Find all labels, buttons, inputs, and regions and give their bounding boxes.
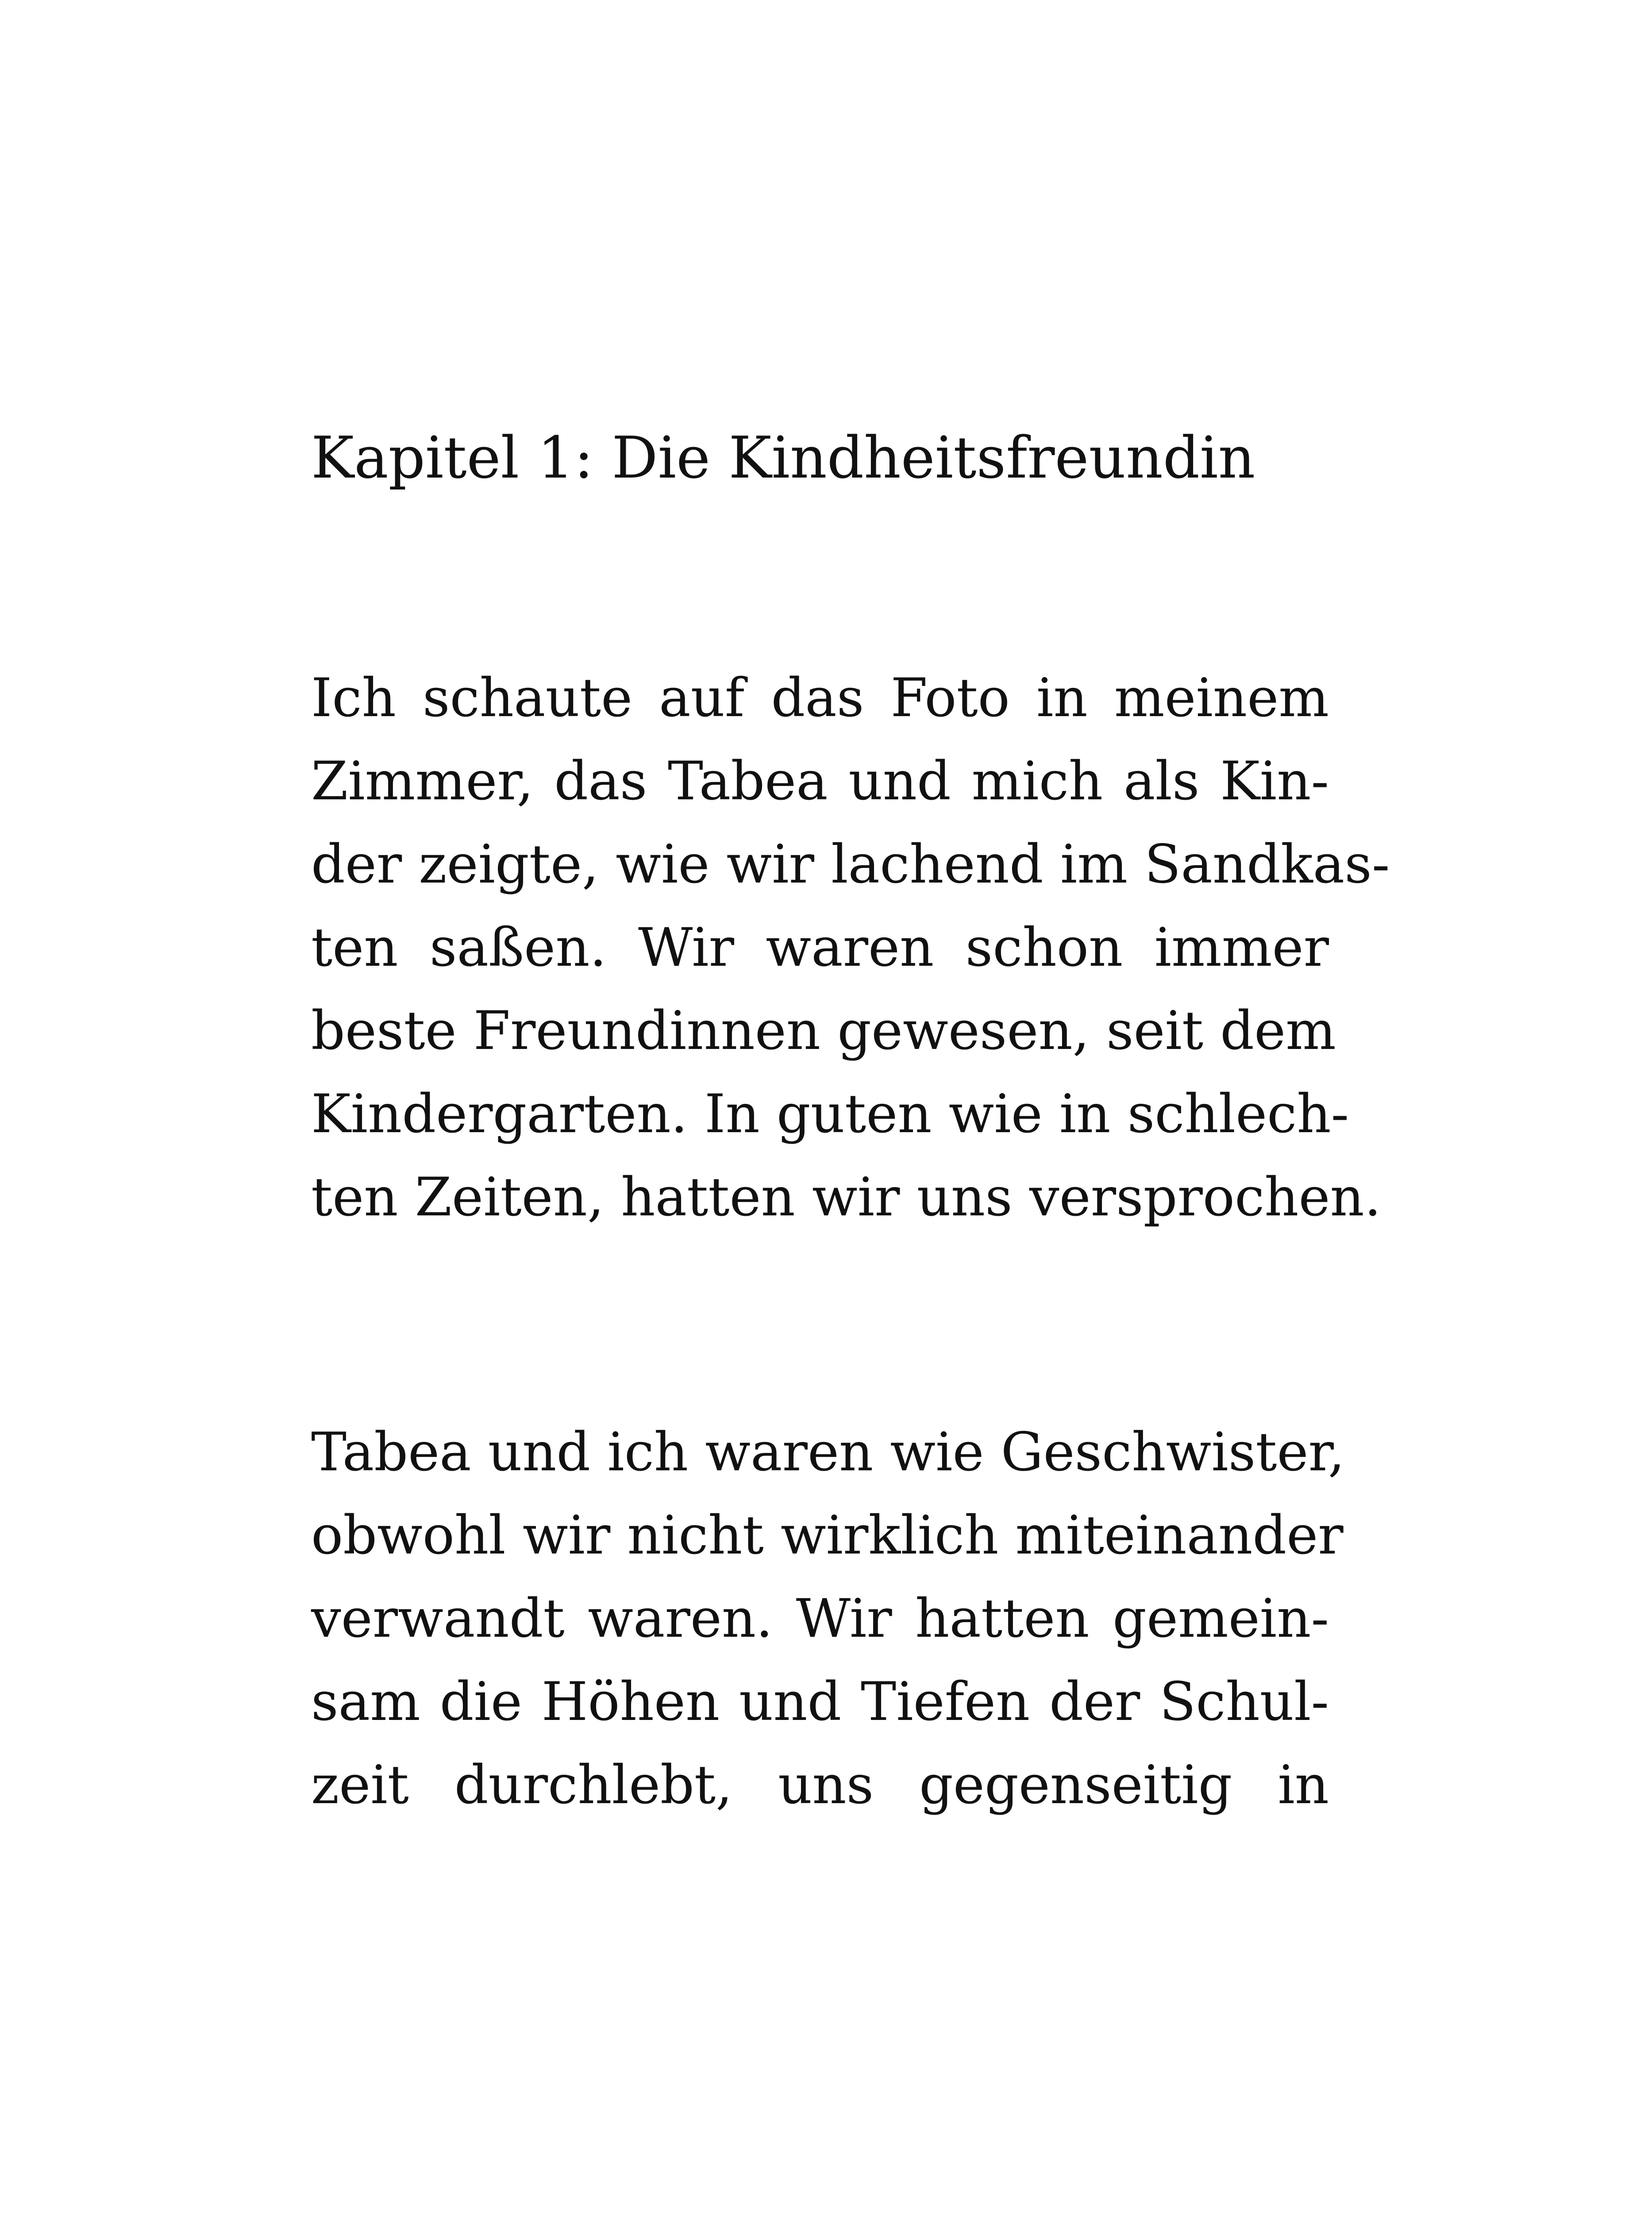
text-line: beste Freundinnen gewesen, seit dem bbox=[311, 1000, 1336, 1062]
text-line: der zeigte, wie wir lachend im Sandkas- bbox=[311, 834, 1390, 895]
chapter-title: Kapitel 1: Die Kindheitsfreundin bbox=[311, 424, 1255, 491]
text-line: Kindergarten. In guten wie in schlech- bbox=[311, 1083, 1349, 1145]
text-line: ten Zeiten, hatten wir uns versprochen. bbox=[311, 1167, 1381, 1228]
text-line: obwohl wir nicht wirklich miteinander bbox=[311, 1505, 1344, 1566]
text-line: Zimmer, das Tabea und mich als Kin- bbox=[311, 751, 1329, 812]
text-line: Ich schaute auf das Foto in meinem bbox=[311, 667, 1329, 729]
paragraph bbox=[311, 657, 1390, 1239]
text-line: Tabea und ich waren wie Geschwister, bbox=[311, 1422, 1345, 1483]
paragraph bbox=[311, 1411, 1345, 1827]
text-line: ten saßen. Wir waren schon immer bbox=[311, 917, 1329, 979]
text-line: verwandt waren. Wir hatten gemein- bbox=[311, 1588, 1329, 1650]
text-line: zeit durchlebt, uns gegenseitig in bbox=[311, 1754, 1329, 1816]
text-line: sam die Höhen und Tiefen der Schul- bbox=[311, 1671, 1329, 1733]
